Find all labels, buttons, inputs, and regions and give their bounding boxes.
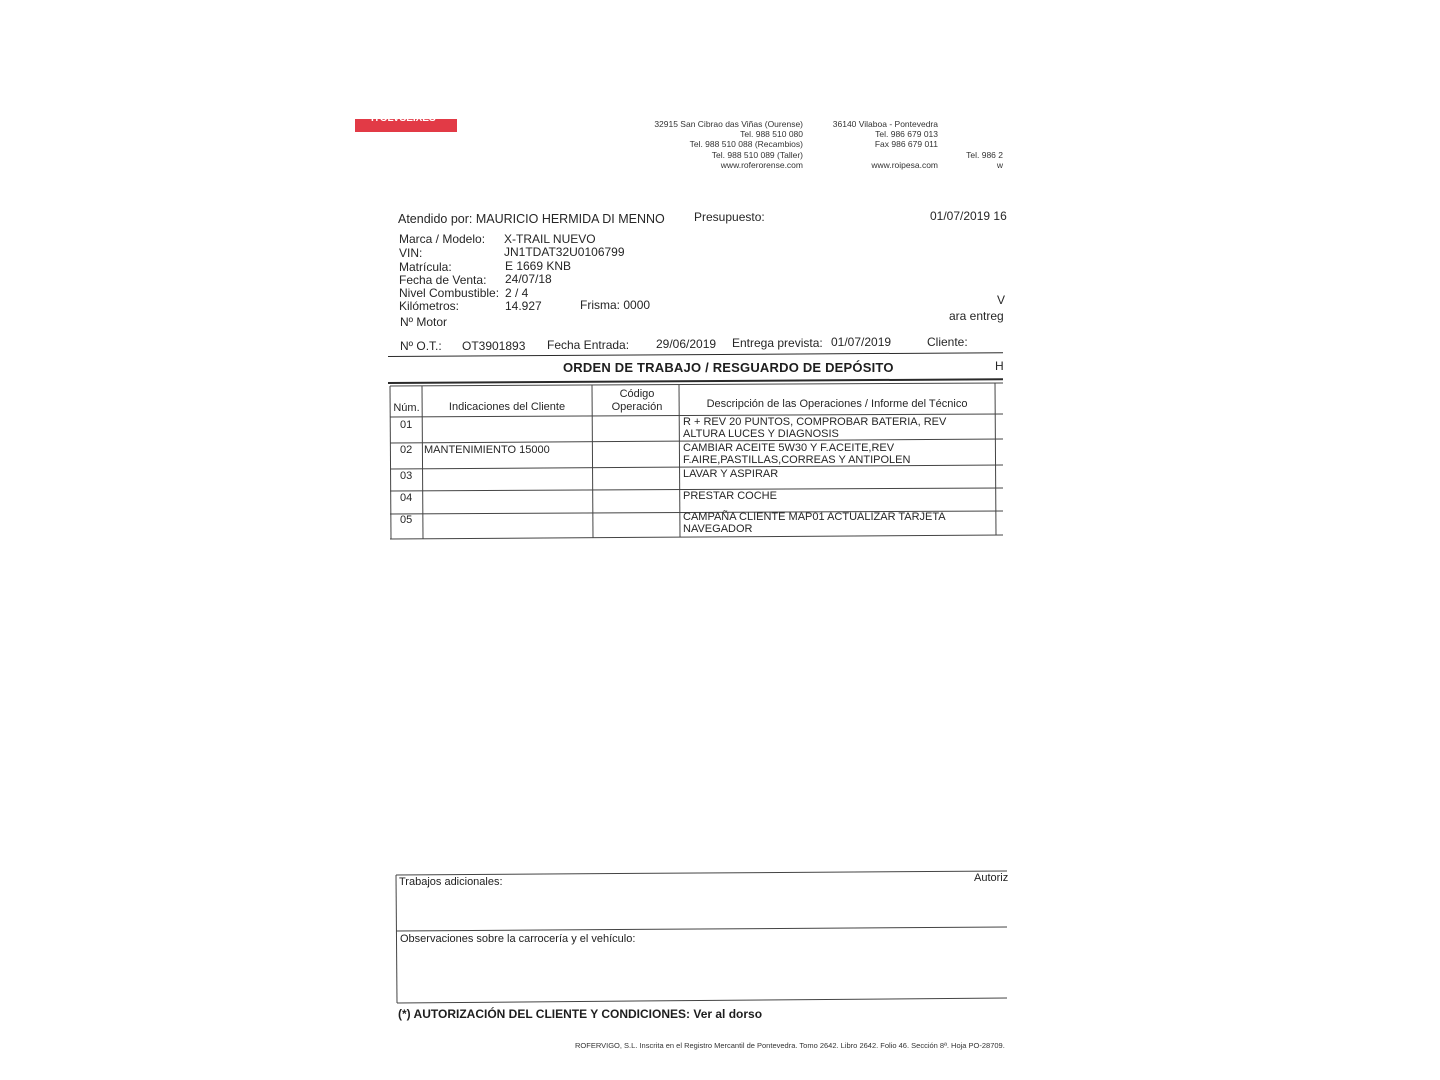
row-02-ops: CAMBIAR ACEITE 5W30 Y F.ACEITE,REV F.AIRE,PASTILLAS,CORREAS Y ANTIPOLEN (683, 442, 911, 466)
entry-date-value: 29/06/2019 (656, 337, 717, 351)
vehicle-value-km: 14.927 (505, 299, 542, 313)
ot-label: Nº O.T.: (400, 339, 442, 353)
date-time: 01/07/2019 16 (930, 209, 1007, 223)
prism-label: Frisma: (580, 298, 620, 312)
row-03-num: 03 (400, 470, 413, 482)
document-title: ORDEN DE TRABAJO / RESGUARDO DE DEPÓSITO (563, 360, 894, 375)
address-line: Tel. 986 2 (966, 149, 1003, 160)
vehicle-value-fuel: 2 / 4 (505, 286, 529, 300)
legal-registry-text: ROFERVIGO, S.L. Inscrita en el Registro Mercantil de Pontevedra. Tomo 2642. Libro 2642. Folio 46. Sección 8ª. Hoja PO-28709. (575, 1041, 1005, 1050)
row-05-num: 05 (400, 514, 413, 526)
entry-date-label: Fecha Entrada: (547, 338, 630, 352)
row-04-num: 04 (400, 492, 413, 504)
vehicle-value-model: X-TRAIL NUEVO (504, 232, 596, 246)
row-01-ops: R + REV 20 PUNTOS, COMPROBAR BATERIA, REV ALTURA LUCES Y DIAGNOSIS (683, 416, 947, 440)
header-operations-description: Descripción de las Operaciones / Informe del Técnico (706, 398, 968, 410)
address-line: 36140 Vilaboa - Pontevedra (832, 119, 938, 129)
vehicle-label-vin: VIN: (399, 246, 423, 260)
header-client-indications: Indicaciones del Cliente (448, 401, 566, 413)
ot-value: OT3901893 (462, 339, 526, 353)
budget-label: Presupuesto: (694, 210, 765, 224)
delivery-date-label: Entrega prevista: (732, 336, 823, 350)
attended-by-value: MAURICIO HERMIDA DI MENNO (475, 212, 665, 226)
delivery-date-value: 01/07/2019 (831, 335, 892, 349)
vehicle-label-km: Kilómetros: (399, 299, 460, 313)
row-01-num: 01 (400, 419, 413, 431)
authorize-fragment: Autoriz (974, 872, 1009, 884)
client-label: Cliente: (927, 335, 968, 349)
attended-by-label: Atendido por: (398, 212, 473, 226)
row-02-num: 02 (400, 444, 413, 456)
footer-line (396, 875, 397, 1003)
title-right-fragment: H (995, 359, 1004, 373)
footer-line (396, 871, 1007, 875)
prism-value: 0000 (623, 298, 651, 312)
company-logo-text: ITOLVSEIXES (371, 113, 436, 124)
vehicle-value-plate: E 1669 KNB (505, 259, 572, 273)
vehicle-label-plate: Matrícula: (399, 260, 452, 274)
additional-works-label: Trabajos adicionales: (399, 876, 503, 888)
address-line: w (996, 159, 1003, 170)
row-04-ops: PRESTAR COCHE (683, 490, 777, 502)
footer-line (397, 998, 1007, 1003)
row-02-client: MANTENIMIENTO 15000 (424, 444, 550, 456)
address-line: Tel. 988 510 088 (Recambios) (689, 139, 803, 150)
header-num: Núm. (393, 402, 420, 414)
vehicle-value-sale-date: 24/07/18 (505, 272, 552, 286)
address-line: Tel. 988 510 080 (740, 129, 803, 140)
row-05-ops: CAMPAÑA CLIENTE MAP01 ACTUALIZAR TARJETA NAVEGADOR (683, 511, 946, 535)
vehicle-label-fuel: Nivel Combustible: (399, 286, 500, 300)
address-line: www.roferorense.com (720, 159, 803, 170)
right-fragment-delivery: ara entreg (949, 309, 1004, 323)
address-line: Tel. 988 510 089 (Taller) (711, 149, 803, 160)
footer-line (396, 927, 1007, 931)
conditions-note: (*) AUTORIZACIÓN DEL CLIENTE Y CONDICIONES: Ver al dorso (398, 1007, 763, 1021)
right-fragment-v: V (997, 293, 1006, 307)
row-03-ops: LAVAR Y ASPIRAR (683, 468, 779, 480)
header-operation-code: Código Operación (611, 388, 663, 413)
vehicle-label-model: Marca / Modelo: (399, 232, 486, 246)
address-line: Tel. 986 679 013 (875, 129, 938, 140)
vehicle-label-sale-date: Fecha de Venta: (399, 273, 487, 287)
motor-label: Nº Motor (400, 315, 448, 329)
vehicle-value-vin: JN1TDAT32U0106799 (504, 245, 625, 259)
observations-label: Observaciones sobre la carrocería y el vehículo: (400, 933, 636, 945)
address-line: Fax 986 679 011 (874, 139, 938, 150)
address-line: 32915 San Cibrao das Viñas (Ourense) (654, 119, 803, 129)
address-line: www.roipesa.com (871, 159, 938, 170)
